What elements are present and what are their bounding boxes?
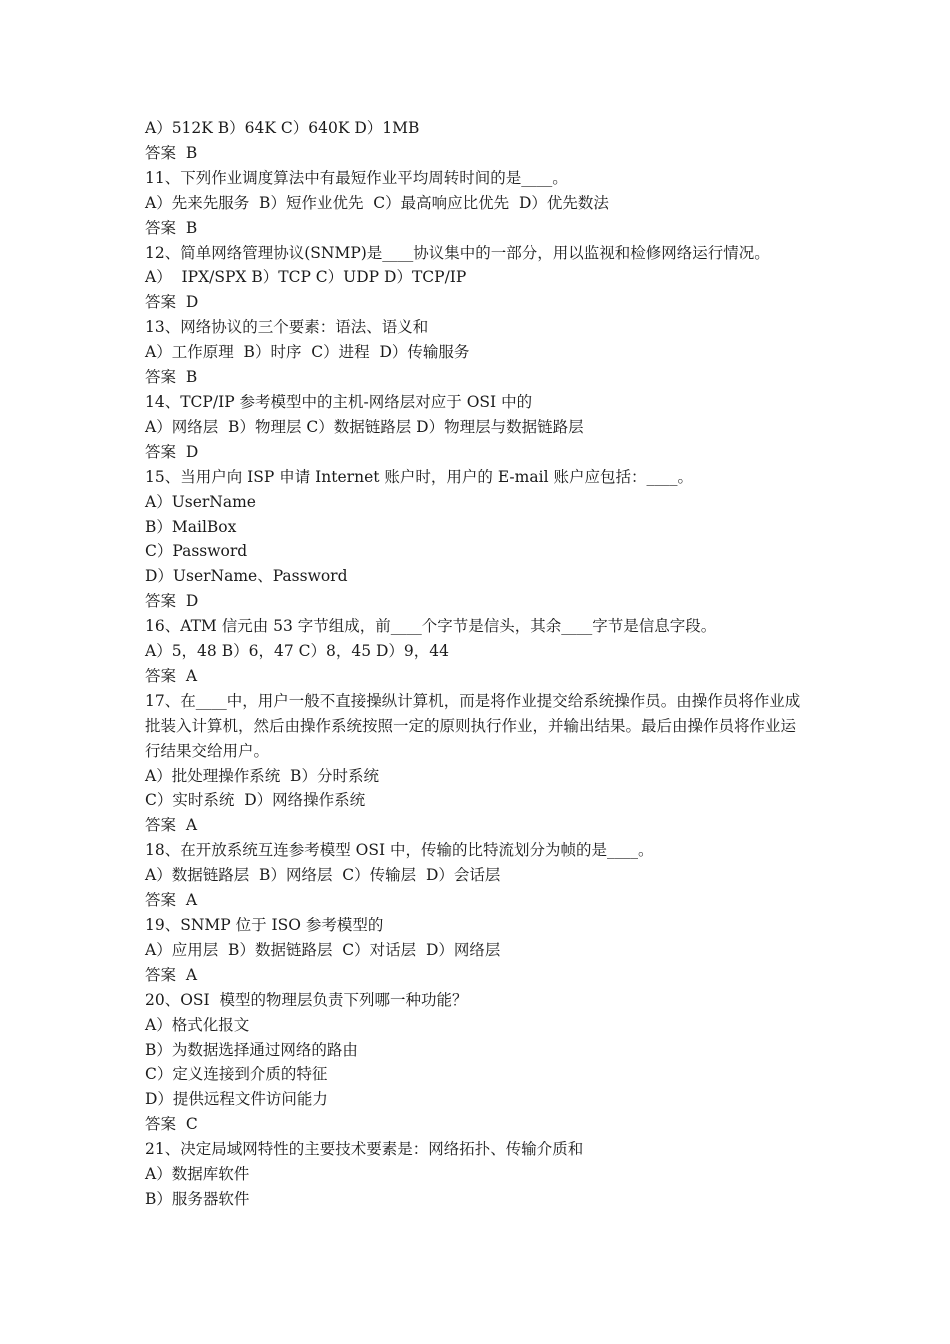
option-line: A）512K B）64K C）640K D）1MB bbox=[145, 119, 420, 137]
answer-line: 答案 B bbox=[145, 218, 198, 237]
option-line: A）工作原理 B）时序 C）进程 D）传输服务 bbox=[145, 343, 470, 362]
answer-line: 答案 A bbox=[145, 891, 198, 910]
answer-line: 答案 D bbox=[145, 293, 199, 312]
option-line: D）提供远程文件访问能力 bbox=[145, 1090, 328, 1109]
answer-line: 答案 A bbox=[145, 816, 198, 835]
option-line: D）UserName、Password bbox=[145, 567, 348, 586]
question-19: 19、SNMP 位于 ISO 参考模型的 bbox=[145, 916, 384, 934]
question-14: 14、TCP/IP 参考模型中的主机-网络层对应于 OSI 中的 bbox=[145, 392, 533, 411]
answer-line: 答案 D bbox=[145, 442, 199, 461]
option-line: C）定义连接到介质的特征 bbox=[145, 1065, 328, 1084]
option-line: B）为数据选择通过网络的路由 bbox=[145, 1040, 358, 1059]
question-11: 11、下列作业调度算法中有最短作业平均周转时间的是____。 bbox=[145, 168, 568, 187]
option-line: C）实时系统 D）网络操作系统 bbox=[145, 791, 366, 810]
question-13: 13、网络协议的三个要素：语法、语义和 bbox=[145, 318, 429, 337]
option-line: A）网络层 B）物理层 C）数据链路层 D）物理层与数据链路层 bbox=[145, 417, 584, 436]
question-15: 15、当用户向 ISP 申请 Internet 账户时，用户的 E-mail 账户应包括：____。 bbox=[145, 467, 693, 486]
question-20: 20、OSI 模型的物理层负责下列哪一种功能？ bbox=[145, 990, 468, 1009]
option-line: A）UserName bbox=[145, 492, 256, 511]
option-line: A）数据链路层 B）网络层 C）传输层 D）会话层 bbox=[145, 866, 501, 885]
option-line: A）批处理操作系统 B）分时系统 bbox=[145, 766, 379, 785]
answer-line: 答案 A bbox=[145, 666, 198, 685]
answer-line: 答案 B bbox=[145, 143, 198, 162]
answer-line: 答案 D bbox=[145, 592, 199, 611]
question-17: 17、在____中，用户一般不直接操纵计算机，而是将作业提交给系统操作员。由操作员将作业成批装入计算机，然后由操作系统按照一定的原则执行作业，并输出结果。最后由操作员将作业运行结果交给用户。 bbox=[145, 691, 801, 760]
question-16: 16、ATM 信元由 53 字节组成，前____个字节是信头，其余____字节是信息字段。 bbox=[145, 617, 717, 636]
option-line: A） IPX/SPX B）TCP C）UDP D）TCP/IP bbox=[145, 268, 467, 287]
option-line: A）先来先服务 B）短作业优先 C）最高响应比优先 D）优先数法 bbox=[145, 193, 609, 212]
question-21: 21、决定局域网特性的主要技术要素是：网络拓扑、传输介质和 bbox=[145, 1140, 584, 1159]
question-18: 18、在开放系统互连参考模型 OSI 中，传输的比特流划分为帧的是____。 bbox=[145, 841, 654, 860]
option-line: A）数据库软件 bbox=[145, 1165, 250, 1184]
option-line: A）5，48 B）6，47 C）8，45 D）9，44 bbox=[145, 642, 449, 661]
option-line: A）格式化报文 bbox=[145, 1015, 250, 1034]
answer-line: 答案 C bbox=[145, 1115, 198, 1134]
option-line: C）Password bbox=[145, 542, 248, 561]
option-line: B）服务器软件 bbox=[145, 1189, 250, 1208]
document-body bbox=[145, 116, 810, 1212]
answer-line: 答案 A bbox=[145, 965, 198, 984]
option-line: B）MailBox bbox=[145, 517, 237, 536]
option-line: A）应用层 B）数据链路层 C）对话层 D）网络层 bbox=[145, 940, 501, 959]
answer-line: 答案 B bbox=[145, 368, 198, 387]
question-12: 12、简单网络管理协议(SNMP)是____协议集中的一部分，用以监视和检修网络运行情况。 bbox=[145, 243, 770, 262]
